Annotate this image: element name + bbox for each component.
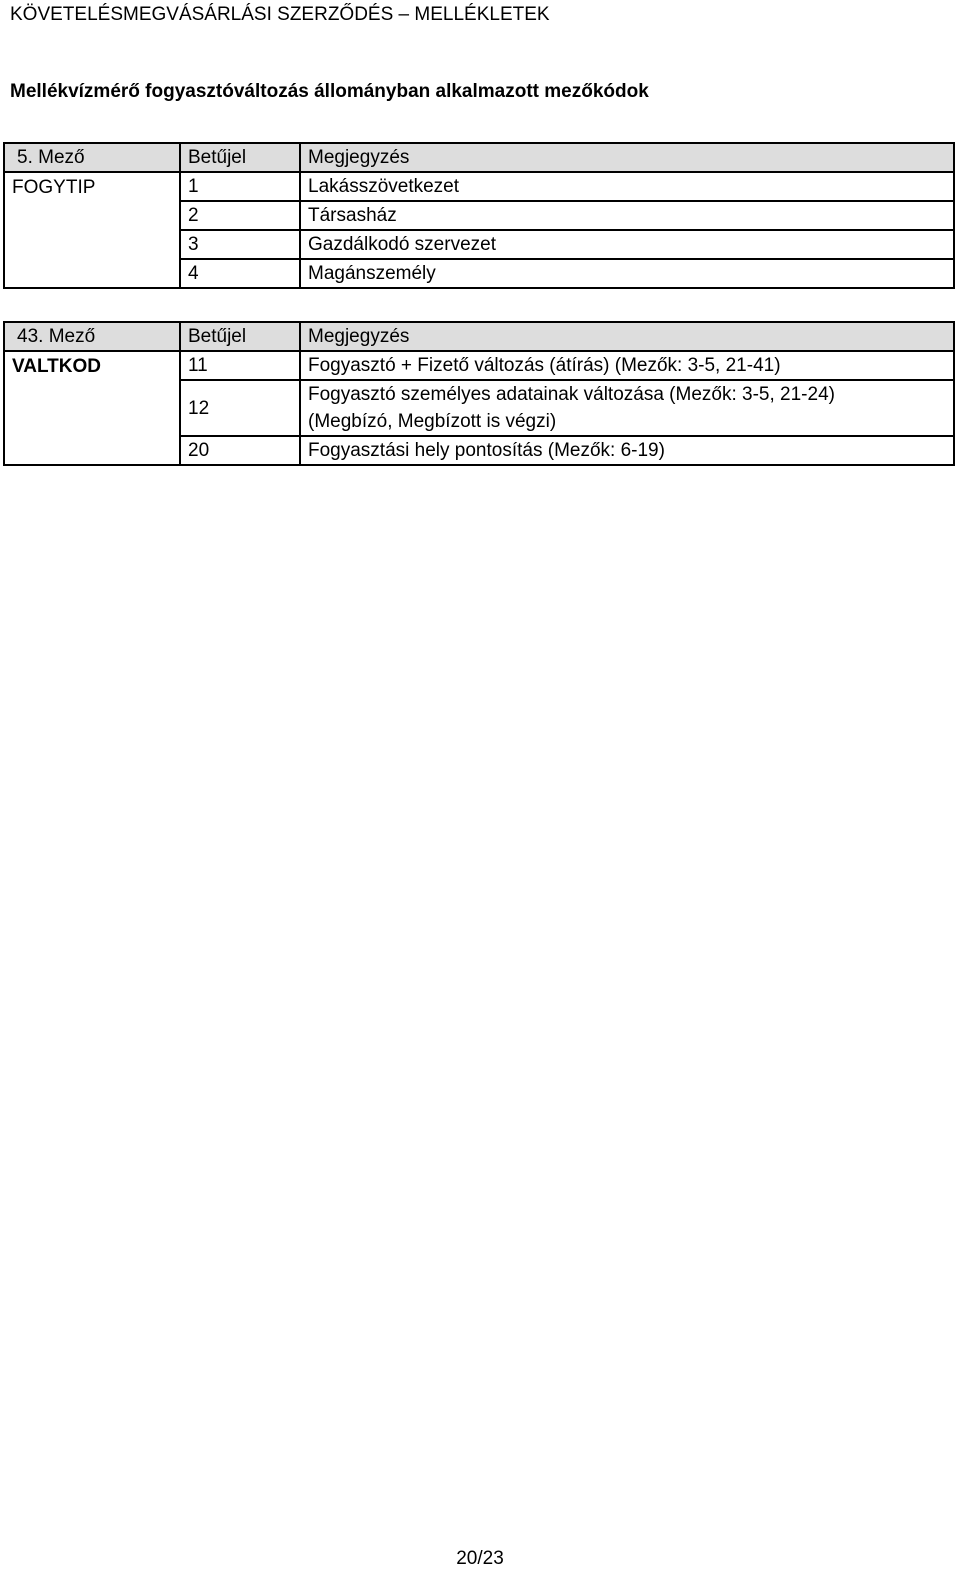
header-note: Megjegyzés (300, 143, 954, 172)
code-cell: 3 (180, 230, 300, 259)
header-letter: Betűjel (180, 322, 300, 351)
code-cell: 1 (180, 172, 300, 201)
note-cell: Fogyasztó + Fizető változás (átírás) (Mezők: 3-5, 21-41) (300, 351, 954, 380)
code-cell: 11 (180, 351, 300, 380)
table-row (4, 436, 954, 465)
note-cell: Társasház (300, 201, 954, 230)
field-code-empty (4, 380, 180, 436)
table-row (4, 380, 954, 436)
fogytip-code-table (3, 142, 955, 289)
note-cell: Fogyasztási hely pontosítás (Mezők: 6-19) (300, 436, 954, 465)
note-cell: Magánszemély (300, 259, 954, 288)
header-field: 5. Mező (4, 143, 180, 172)
document-header-title: KÖVETELÉSMEGVÁSÁRLÁSI SZERZŐDÉS – MELLÉKLETEK (10, 4, 550, 25)
table-row (4, 230, 954, 259)
table-row (4, 351, 954, 380)
table-row (4, 172, 954, 201)
header-letter: Betűjel (180, 143, 300, 172)
note-line: (Megbízó, Megbízott is végzi) (308, 411, 557, 432)
valtkod-code-table (3, 321, 955, 466)
field-code-empty (4, 230, 180, 259)
note-cell: Gazdálkodó szervezet (300, 230, 954, 259)
header-field: 43. Mező (4, 322, 180, 351)
page-number: 20/23 (456, 1548, 504, 1569)
code-cell: 2 (180, 201, 300, 230)
field-code: VALTKOD (4, 351, 180, 380)
field-code-empty (4, 259, 180, 288)
field-code-empty (4, 201, 180, 230)
header-note: Megjegyzés (300, 322, 954, 351)
code-cell: 12 (180, 380, 300, 436)
table-row (4, 201, 954, 230)
note-line: Fogyasztó személyes adatainak változása (Mezők: 3-5, 21-24) (308, 384, 835, 405)
field-code-empty (4, 436, 180, 465)
field-code: FOGYTIP (4, 172, 180, 201)
note-cell: Lakásszövetkezet (300, 172, 954, 201)
code-cell: 20 (180, 436, 300, 465)
section-title: Mellékvízmérő fogyasztóváltozás állományban alkalmazott mezőkódok (10, 81, 649, 102)
note-cell-multiline (300, 380, 954, 436)
table-row (4, 259, 954, 288)
table-header-row (4, 143, 954, 172)
table-header-row (4, 322, 954, 351)
code-cell: 4 (180, 259, 300, 288)
